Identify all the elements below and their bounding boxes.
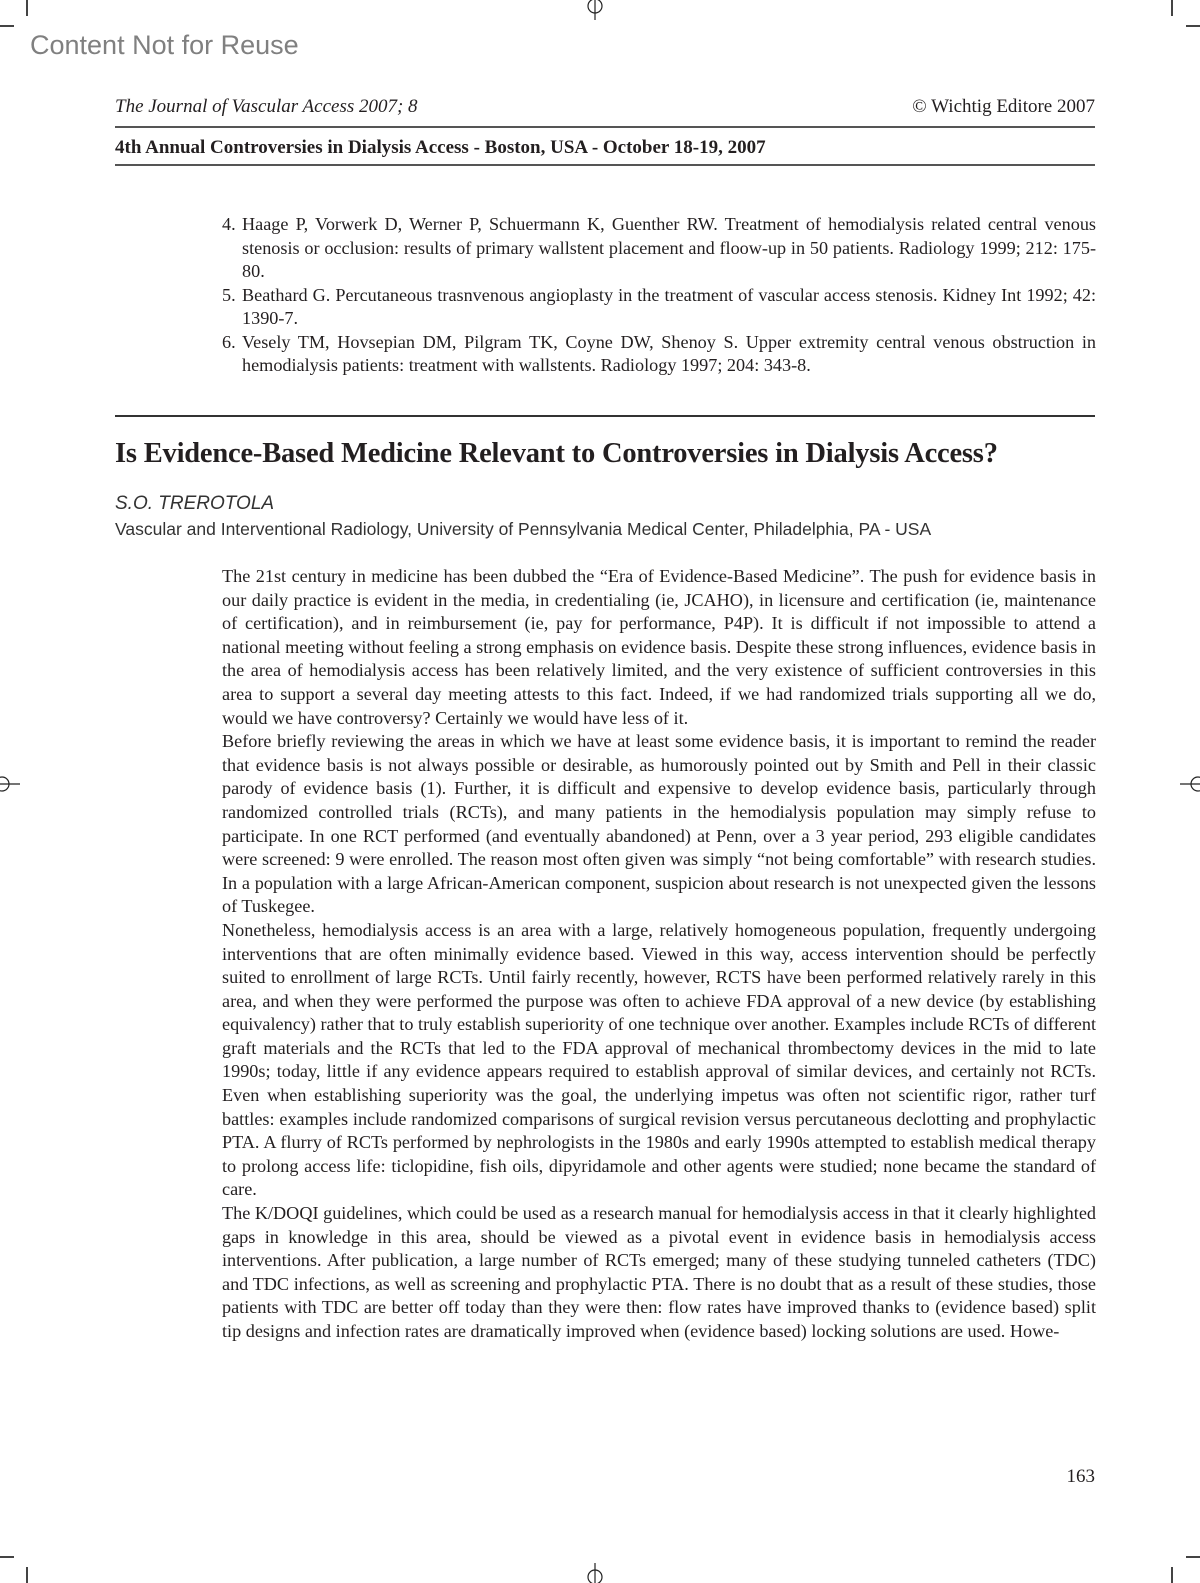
registration-mark-top [584, 0, 606, 20]
registration-mark-bottom [584, 1563, 606, 1583]
conference-title: 4th Annual Controversies in Dialysis Access - Boston, USA - October 18-19, 2007 [115, 137, 766, 158]
running-head [115, 96, 1095, 118]
body-paragraph: The 21st century in medicine has been dubbed the “Era of Evidence-Based Medicine”. The push for evidence basis in our daily practice is evident in the media, in credentialing (ie, JCAHO), in licensure and certification (ie, maintenance of certification), and in reimbursement (ie, pay for performance, P4P). It is difficult if not impossible to attend a national meeting without feeling a strong emphasis on evidence basis. Despite these strong influences, evidence basis in the area of hemodialysis access has been relatively limited, and the very existence of sufficient controversies in this area to support a several day meeting attests to this fact. Indeed, if we had randomized trials supporting all we do, would we have controversy? Certainly we would have less of it. [222, 566, 1096, 728]
section-divider [115, 415, 1095, 417]
crop-mark-bottom-left-v [26, 1567, 28, 1583]
author-affiliation: Vascular and Interventional Radiology, University of Pennsylvania Medical Center, Philadelphia, PA - USA [115, 519, 932, 539]
body-paragraph: Nonetheless, hemodialysis access is an area with a large, relatively homogeneous population, frequently undergoing interventions that are often minimally evidence based. Viewed in this way, access intervention should be perfectly suited to enrollment of large RCTs. Until fairly recently, however, RCTS have been performed relatively rarely in this area, and when they were performed the purpose was often to achieve FDA approval of a new device (by establishing equivalency) rather that to truly establish superiority of one technique over another. Examples include RCTs of different graft materials and the RCTs that led to the FDA approval of mechanical thrombectomy devices in the mid to late 1990s; today, little if any evidence appears required to establish approval of similar devices, and certainly not RCTs. Even when establishing superiority was the goal, the underlying impetus was often not scientific rigor, rather turf battles: examples include randomized comparisons of surgical revision versus percutaneous declotting and prophylactic PTA. A flurry of RCTs performed by nephrologists in the 1980s and early 1990s attempted to establish medical therapy to prolong access life: ticlopidine, fish oils, dipyridamole and other agents were studied; none became the standard of care. [222, 919, 1096, 1200]
reference-list [222, 213, 1096, 378]
reference-item [222, 284, 1096, 331]
registration-mark-right [1180, 773, 1200, 795]
reference-item [222, 213, 1096, 284]
crop-mark-top-right-h [1186, 25, 1200, 27]
crop-mark-bottom-right-v [1171, 1567, 1173, 1583]
crop-mark-top-left-v [26, 0, 28, 16]
crop-mark-bottom-left-h [0, 1556, 14, 1558]
watermark: Content Not for Reuse [30, 30, 299, 60]
article-body [222, 565, 1096, 1344]
article-title: Is Evidence-Based Medicine Relevant to Controversies in Dialysis Access? [115, 438, 998, 469]
reference-item [222, 331, 1096, 378]
body-paragraph: Before briefly reviewing the areas in which we have at least some evidence basis, it is important to remind the reader that evidence basis is not always possible or desirable, as humorously pointed out by Smith and Pell in their classic parody of evidence basis (1). Further, it is difficult and expensive to develop evidence basis, particularly through randomized controlled trials (RCTs), and many patients in the hemodialysis population may simply refuse to participate. In one RCT performed (and eventually abandoned) at Penn, over a 3 year period, 293 eligible candidates were screened: 9 were enrolled. The reason most often given was simply “not being comfortable” with research studies. In a population with a large African-American component, suspicion about research is not unexpected given the lessons of Tuskegee. [222, 731, 1096, 917]
header-rule-bottom [115, 164, 1095, 166]
reference-text: Vesely TM, Hovsepian DM, Pilgram TK, Coyne DW, Shenoy S. Upper extremity central venous obstruction in hemodialysis patients: treatment with wallstents. Radiology 1997; 204: 343-8. [242, 331, 1096, 375]
reference-number: 4. [222, 214, 236, 234]
reference-text: Beathard G. Percutaneous trasnvenous angioplasty in the treatment of vascular access stenosis. Kidney Int 1992; 42: 1390-7. [242, 284, 1096, 328]
page-number: 163 [1066, 1466, 1095, 1487]
header-rule-top [115, 126, 1095, 128]
reference-number: 5. [222, 284, 236, 305]
body-paragraph: The K/DOQI guidelines, which could be used as a research manual for hemodialysis access in that it clearly highlighted gaps in knowledge in this area, should be viewed as a pivotal event in evidence basis in hemodialysis access interventions. After publication, a large number of RCTs emerged; many of these studying tunneled catheters (TDC) and TDC infections, as well as screening and prophylactic PTA. There is no doubt that as a result of these studies, those patients with TDC are better off today than they were then: flow rates have improved thanks to (evidence based) split tip designs and infection rates are dramatically improved when (evidence based) locking solutions are used. Howe- [222, 1203, 1096, 1341]
crop-mark-top-left-h [0, 25, 14, 27]
reference-text: Haage P, Vorwerk D, Werner P, Schuermann K, Guenther RW. Treatment of hemodialysis related central venous stenosis or occlusion: results of primary wallstent placement and floow-up in 50 patients. Radiology 1999; 212: 175-80. [242, 214, 1096, 281]
article-author: S.O. TREROTOLA [115, 493, 275, 514]
crop-mark-bottom-right-h [1186, 1556, 1200, 1558]
reference-number: 6. [222, 331, 236, 352]
journal-citation: The Journal of Vascular Access 2007; 8 [115, 96, 418, 117]
registration-mark-left [0, 773, 20, 795]
copyright: © Wichtig Editore 2007 [912, 96, 1095, 117]
crop-mark-top-right-v [1171, 0, 1173, 16]
